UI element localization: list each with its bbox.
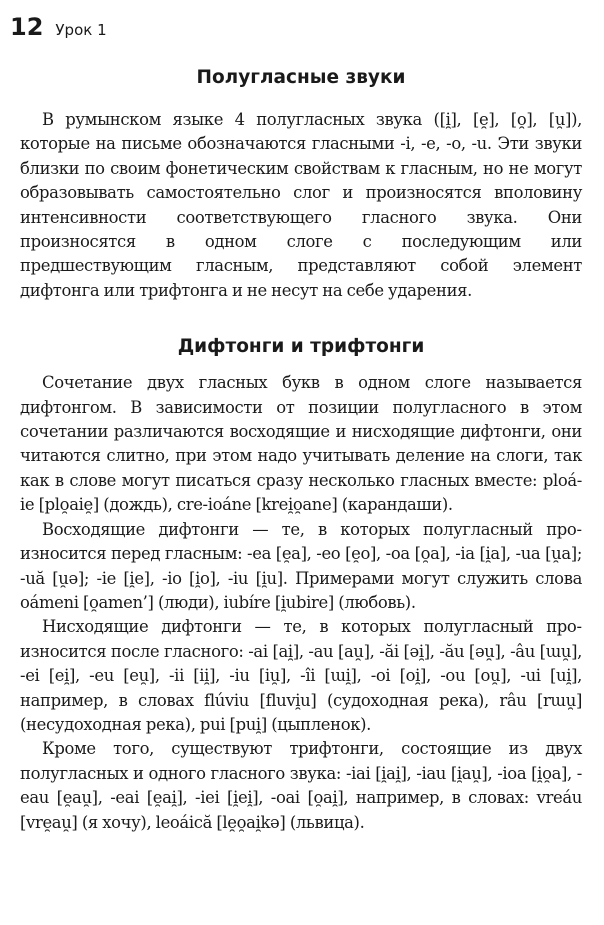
paragraph-rising-diphthongs: Восходящие дифтонги — те, в которых полугласный произносится перед гласным: -ea [e̯a], -eo [e̯o], -oa [o̯a], -ia [i̯a], -ua [u̯a]; -uă [u̯ə]; -ie [i̯e], -io [i̯o], -iu [i̯u]. Примерами могут служить слова oámeni [o̯amen’] (люди), iubíre [i̯ubire] (любовь). bbox=[20, 519, 582, 612]
section-heading-semivowels: Полугласные звуки bbox=[196, 67, 406, 88]
paragraph-semivowels: В румынском языке 4 полугласных звука ([i̯], [e̯], [o̯], [u̯]), которые на письме обозначаются гласными -i, -e, -o, -u. Эти звуки близки по своим фонетическим свойствам к гласным, но не могут образовывать самостоятельно слог и произносятся вполовину интенсивности соответствующего гласного звука. Они произносятся в одном слоге с последующим или предшествующим гласным, представляют собой элемент дифтонга или трифтонга и не несут на себе ударения. bbox=[20, 110, 582, 300]
page-body bbox=[20, 64, 582, 835]
paragraph-falling-diphthongs: Нисходящие дифтонги — те, в которых полугласный произносится после гласного: -ai [ai̯], -au [au̯], -ăi [əi̯], -ău [əu̯], -âu [ɯu̯], -ei [ei̯], -eu [eu̯], -ii [ii̯], -iu [iu̯], -îi [ɯi̯], -oi [oi̯], -ou [ou̯], -ui [ui̯], например, в словах flúviu [fluvi̯u] (судоходная река), râu [rɯu̯] (несудоходная река), pui [pui̯] (цыпленок). bbox=[20, 617, 582, 734]
page-number: 12 bbox=[10, 13, 44, 41]
paragraph-diphthong-definition: Сочетание двух гласных букв в одном слоге называется дифтонгом. В зависимости от позиции полугласного в этом сочетании различаются восходящие и нисходящие дифтонги, они читаются слитно, при этом надо учитывать деление на слоги, так как в слове могут писаться сразу несколько гласных вместе: ploá-ie [plo̯aie̯] (дождь), cre-ioáne [krei̯o̯ane] (карандаши). bbox=[20, 373, 582, 515]
page-header bbox=[10, 10, 107, 44]
paragraph-triphthongs: Кроме того, существуют трифтонги, состоящие из двух полугласных и одного гласного звука: -iai [i̯ai̯], -iau [i̯au̯], -ioa [i̯o̯a], -eau [e̯au̯], -eai [e̯ai̯], -iei [i̯ei̯], -oai [o̯ai̯], например, в словах: vreáu [vre̯au̯] (я хочу), leoáică [le̯o̯ai̯kə] (львица). bbox=[20, 739, 582, 832]
running-head-lesson: Урок 1 bbox=[55, 21, 107, 39]
section-heading-diphthongs: Дифтонги и трифтонги bbox=[177, 336, 425, 358]
